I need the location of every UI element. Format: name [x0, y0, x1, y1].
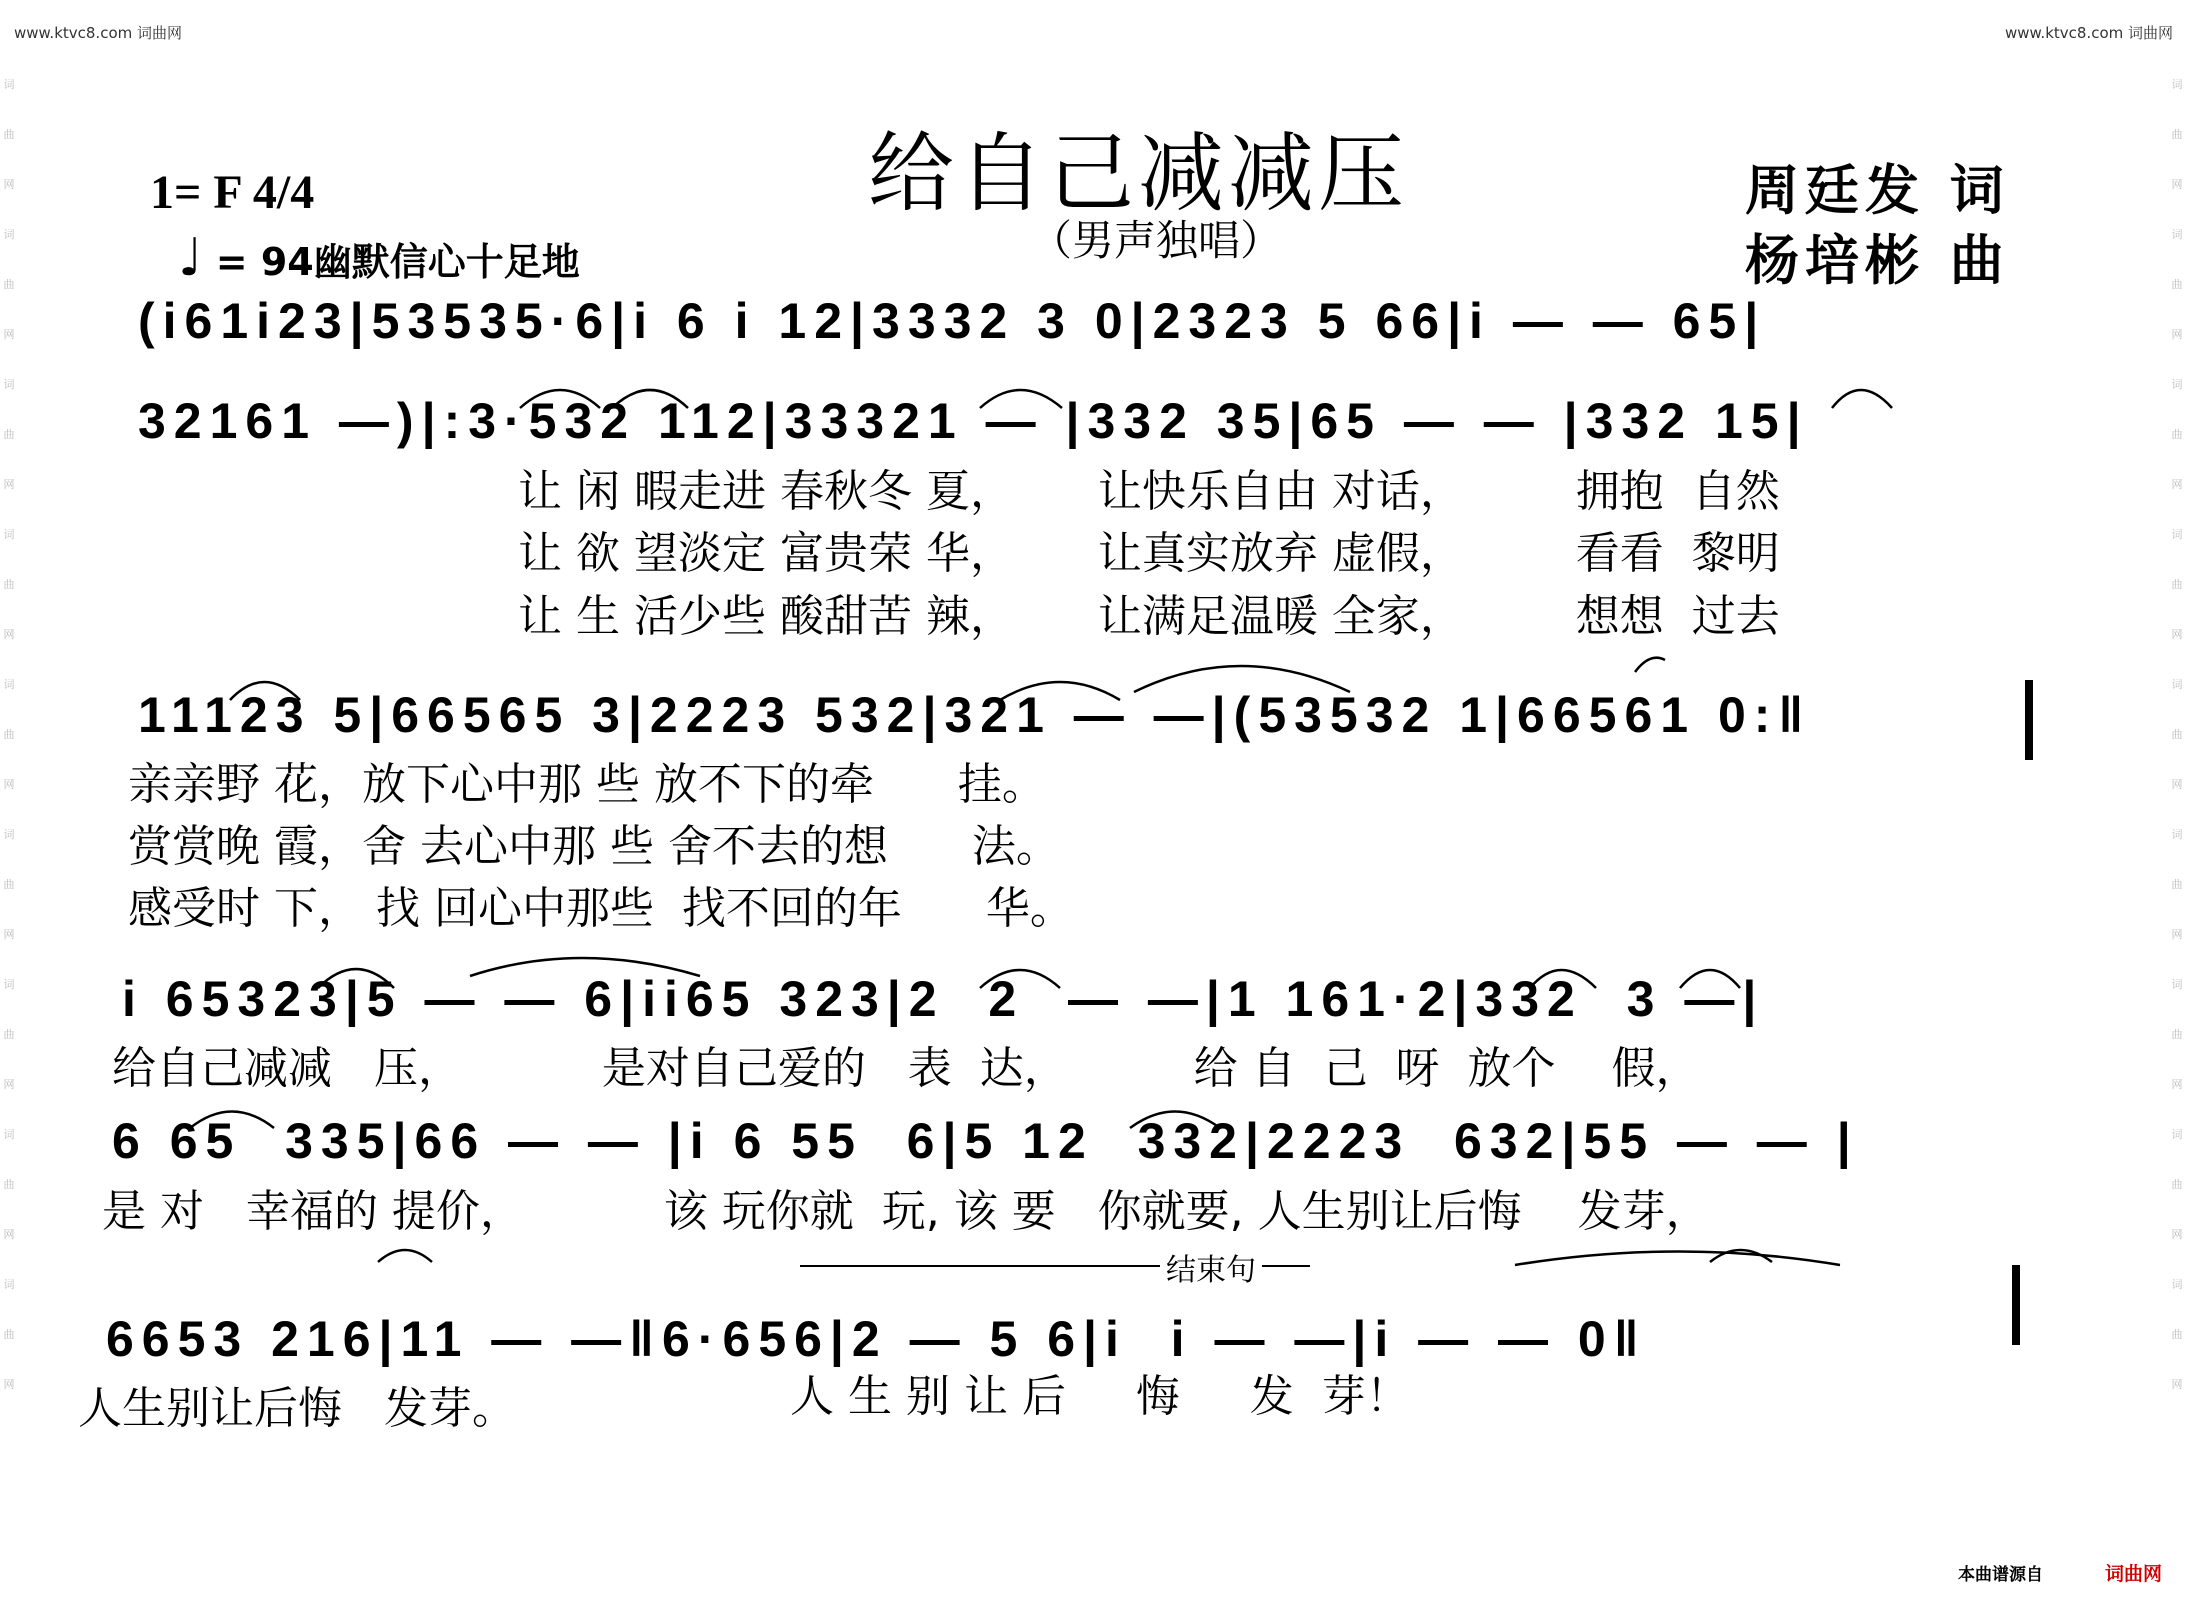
lyrics-line-6-right: 人 生 别 让 后 悔 发 芽！ [790, 1371, 1410, 1422]
lyrics-line-3-verse-2: 赏赏晚 霞，舍 去心中那 些 舍不去的想 法。 [128, 821, 1060, 872]
watermark-name: 词曲网 [137, 24, 183, 42]
key-signature: 1= F 4/4 [150, 166, 315, 219]
slur [1832, 390, 1892, 408]
lyrics-line-3-verse-1: 亲亲野 花，放下心中那 些 放不下的牵 挂。 [128, 759, 1046, 810]
notation-line-6: 6653 216|11 — —‖6·656|2 — 5 6|i i — —|i — — 0‖ [106, 1311, 1647, 1367]
slur [378, 1250, 432, 1262]
lyrics-line-2-verse-3: 让 生 活少些 酸甜苦 辣， 让满足温暖 全家， 想想 过去 [518, 591, 1780, 642]
notation-line-4: i 65323|5 — — 6|ii65 323|2 2 — —|1 161·2|332 3 —| [122, 971, 1765, 1027]
lyrics-line-4: 给自己减减 压， 是对自己爱的 表 达， 给 自 己 呀 放个 假， [112, 1043, 1700, 1094]
slur [1635, 658, 1665, 672]
lyrics-line-6-left: 人生别让后悔 发芽。 [78, 1383, 516, 1434]
lyrics-line-3-verse-3: 感受时 下， 找 回心中那些 找不回的年 华。 [128, 883, 1074, 934]
notation-line-1: (i61i23|53535·6|i 6 i 12|3332 3 0|2323 5 66|i — — 65| [138, 293, 1767, 349]
composer-credit: 杨培彬 曲 [1745, 229, 2010, 292]
final-barline [2012, 1265, 2020, 1345]
footer-brand[interactable]: 词曲网 [2105, 1563, 2163, 1585]
watermark-name: 词曲网 [2128, 24, 2174, 42]
lyrics-line-2-verse-2: 让 欲 望淡定 富贵荣 华， 让真实放弃 虚假， 看看 黎明 [518, 528, 1780, 579]
notation-line-3: 11123 5|66565 3|2223 532|321 — —|(53532 1|66561 0:‖ [138, 687, 1812, 743]
lyricist-credit: 周廷发 词 [1745, 159, 2010, 222]
quarter-note-icon: ♩ [178, 228, 203, 288]
song-subtitle: （男声独唱） [1030, 216, 1283, 265]
lyrics-line-2-verse-1: 让 闲 暇走进 春秋冬 夏， 让快乐自由 对话， 拥抱 自然 [518, 466, 1780, 517]
tempo-text: = 94幽默信心十足地 [215, 240, 580, 284]
footer-source: 本曲谱源自 [1958, 1565, 2043, 1585]
slur [1515, 1252, 1840, 1266]
repeat-barline [2025, 680, 2033, 760]
watermark-site: www.ktvc8.com [2005, 24, 2124, 42]
lyrics-line-5: 是 对 幸福的 提价， 该 玩你就 玩, 该 要 你就要, 人生别让后悔 发芽， [102, 1186, 1710, 1237]
notation-line-5: 6 65 335|66 — — |i 6 55 6|5 12 332|2223 632|55 — — | [112, 1113, 1859, 1169]
side-watermark-left: 词 曲 网 词 曲 网 词 曲 网 词 曲 网 词 曲 网 词 曲 网 词 曲 网 词 曲 网 词 曲 网 [3, 78, 15, 1391]
side-watermark-right: 词 曲 网 词 曲 网 词 曲 网 词 曲 网 词 曲 网 词 曲 网 词 曲 网 词 曲 网 词 曲 网 [2171, 78, 2183, 1391]
notation-line-2: 32161 —)|:3·532 112|33321 — |332 35|65 — — |332 15| [138, 393, 1809, 449]
ending-label: 结束句 [1160, 1245, 1262, 1289]
watermark-site: www.ktvc8.com [14, 24, 133, 42]
song-title: 给自己减减压 [868, 124, 1408, 224]
